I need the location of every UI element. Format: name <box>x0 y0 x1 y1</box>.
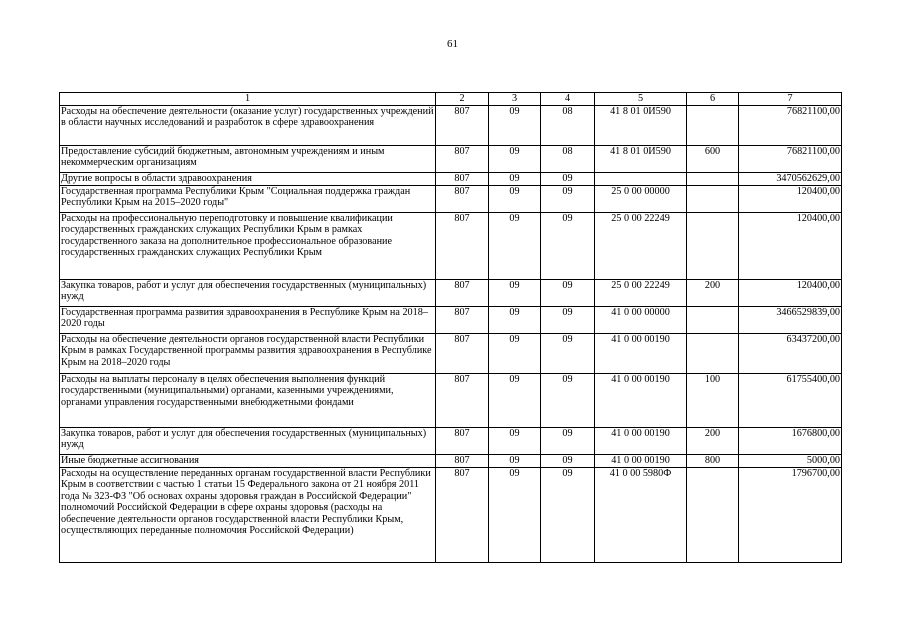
table-row <box>60 186 842 213</box>
cell-name: Государственная программа Республики Крым "Социальная поддержка граждан Республики Крым на 2015–2020 годы" <box>60 186 436 213</box>
cell-target-article: 41 0 00 5980Ф <box>595 468 687 563</box>
cell-expense-type: 600 <box>687 146 739 173</box>
cell-name: Расходы на обеспечение деятельности органов государственной власти Республики Крым в рамках Государственной программы развития здравоохранения в Республике Крым на 2018–2020 годы <box>60 334 436 374</box>
cell-ministry-code: 807 <box>436 455 489 468</box>
cell-amount: 63437200,00 <box>739 334 842 374</box>
cell-section-code: 09 <box>489 428 541 455</box>
cell-subsection-code: 09 <box>541 374 595 428</box>
cell-expense-type: 200 <box>687 428 739 455</box>
cell-name: Другие вопросы в области здравоохранения <box>60 173 436 186</box>
cell-amount: 76821100,00 <box>739 106 842 146</box>
cell-ministry-code: 807 <box>436 106 489 146</box>
cell-name: Расходы на обеспечение деятельности (оказание услуг) государственных учреждений в области научных исследований и разработок в сфере здравоохранения <box>60 106 436 146</box>
cell-section-code: 09 <box>489 468 541 563</box>
cell-amount: 61755400,00 <box>739 374 842 428</box>
cell-section-code: 09 <box>489 146 541 173</box>
cell-expense-type <box>687 106 739 146</box>
cell-section-code: 09 <box>489 307 541 334</box>
cell-ministry-code: 807 <box>436 428 489 455</box>
cell-subsection-code: 09 <box>541 173 595 186</box>
cell-section-code: 09 <box>489 455 541 468</box>
cell-section-code: 09 <box>489 186 541 213</box>
cell-name: Иные бюджетные ассигнования <box>60 455 436 468</box>
cell-subsection-code: 09 <box>541 428 595 455</box>
cell-target-article: 41 0 00 00000 <box>595 307 687 334</box>
cell-name: Расходы на профессиональную переподготовку и повышение квалификации государственных гражданских служащих Республики Крым в рамках государственного заказа на дополнительное профессиональное образование государственных гражданских служащих Республики Крым <box>60 213 436 280</box>
cell-name: Расходы на выплаты персоналу в целях обеспечения выполнения функций государственными (муниципальными) органами, казенными учреждениями, органами управления государственными внебюджетными фондами <box>60 374 436 428</box>
header-col-5: 5 <box>595 93 687 106</box>
cell-amount: 76821100,00 <box>739 146 842 173</box>
cell-subsection-code: 09 <box>541 307 595 334</box>
page-number: 61 <box>447 38 458 50</box>
cell-ministry-code: 807 <box>436 468 489 563</box>
cell-expense-type: 100 <box>687 374 739 428</box>
cell-subsection-code: 09 <box>541 468 595 563</box>
cell-subsection-code: 09 <box>541 186 595 213</box>
cell-ministry-code: 807 <box>436 374 489 428</box>
cell-expense-type: 800 <box>687 455 739 468</box>
cell-subsection-code: 08 <box>541 146 595 173</box>
cell-ministry-code: 807 <box>436 173 489 186</box>
table-row <box>60 307 842 334</box>
cell-amount: 120400,00 <box>739 280 842 307</box>
header-col-3: 3 <box>489 93 541 106</box>
cell-subsection-code: 09 <box>541 334 595 374</box>
table-row <box>60 146 842 173</box>
cell-subsection-code: 08 <box>541 106 595 146</box>
cell-target-article: 41 0 00 00190 <box>595 374 687 428</box>
cell-amount: 120400,00 <box>739 213 842 280</box>
cell-subsection-code: 09 <box>541 455 595 468</box>
cell-ministry-code: 807 <box>436 146 489 173</box>
table-row <box>60 280 842 307</box>
cell-expense-type <box>687 334 739 374</box>
table-row <box>60 173 842 186</box>
budget-table <box>59 92 842 563</box>
cell-target-article: 25 0 00 00000 <box>595 186 687 213</box>
cell-target-article: 41 0 00 00190 <box>595 428 687 455</box>
table-row <box>60 334 842 374</box>
cell-expense-type: 200 <box>687 280 739 307</box>
cell-ministry-code: 807 <box>436 307 489 334</box>
cell-target-article: 25 0 00 22249 <box>595 280 687 307</box>
cell-ministry-code: 807 <box>436 186 489 213</box>
table-row <box>60 468 842 563</box>
table-body <box>60 106 842 563</box>
cell-amount: 3466529839,00 <box>739 307 842 334</box>
cell-amount: 120400,00 <box>739 186 842 213</box>
cell-ministry-code: 807 <box>436 213 489 280</box>
cell-name: Расходы на осуществление переданных органам государственной власти Республики Крым в соответствии с частью 1 статьи 15 Федерального закона от 21 ноября 2011 года № 323-ФЗ "Об основах охраны здоровья граждан в Российской Федерации" полномочий Российской Федерации в сфере охраны здоровья (расходы на обеспечение деятельности органов государственной власти Республики Крым, осуществляющих переданные полномочия Российской Федерации) <box>60 468 436 563</box>
cell-expense-type <box>687 173 739 186</box>
cell-target-article <box>595 173 687 186</box>
cell-name: Государственная программа развития здравоохранения в Республике Крым на 2018–2020 годы <box>60 307 436 334</box>
cell-ministry-code: 807 <box>436 334 489 374</box>
cell-subsection-code: 09 <box>541 213 595 280</box>
header-col-4: 4 <box>541 93 595 106</box>
cell-amount: 5000,00 <box>739 455 842 468</box>
cell-section-code: 09 <box>489 334 541 374</box>
cell-name: Закупка товаров, работ и услуг для обеспечения государственных (муниципальных) нужд <box>60 428 436 455</box>
header-col-2: 2 <box>436 93 489 106</box>
header-col-1: 1 <box>60 93 436 106</box>
table-row <box>60 455 842 468</box>
cell-ministry-code: 807 <box>436 280 489 307</box>
cell-target-article: 41 8 01 0И590 <box>595 146 687 173</box>
cell-target-article: 41 0 00 00190 <box>595 455 687 468</box>
header-col-7: 7 <box>739 93 842 106</box>
cell-section-code: 09 <box>489 374 541 428</box>
cell-expense-type <box>687 307 739 334</box>
cell-section-code: 09 <box>489 213 541 280</box>
table-row <box>60 374 842 428</box>
cell-expense-type <box>687 186 739 213</box>
cell-amount: 1796700,00 <box>739 468 842 563</box>
cell-name: Закупка товаров, работ и услуг для обеспечения государственных (муниципальных) нужд <box>60 280 436 307</box>
cell-section-code: 09 <box>489 173 541 186</box>
cell-target-article: 41 0 00 00190 <box>595 334 687 374</box>
table-row <box>60 428 842 455</box>
header-col-6: 6 <box>687 93 739 106</box>
cell-expense-type <box>687 213 739 280</box>
cell-target-article: 25 0 00 22249 <box>595 213 687 280</box>
table-row <box>60 213 842 280</box>
cell-subsection-code: 09 <box>541 280 595 307</box>
cell-expense-type <box>687 468 739 563</box>
cell-amount: 1676800,00 <box>739 428 842 455</box>
table-header <box>60 93 842 106</box>
cell-section-code: 09 <box>489 280 541 307</box>
cell-amount: 3470562629,00 <box>739 173 842 186</box>
cell-section-code: 09 <box>489 106 541 146</box>
cell-target-article: 41 8 01 0И590 <box>595 106 687 146</box>
table-row <box>60 106 842 146</box>
cell-name: Предоставление субсидий бюджетным, автономным учреждениям и иным некоммерческим организациям <box>60 146 436 173</box>
header-row <box>60 93 842 106</box>
